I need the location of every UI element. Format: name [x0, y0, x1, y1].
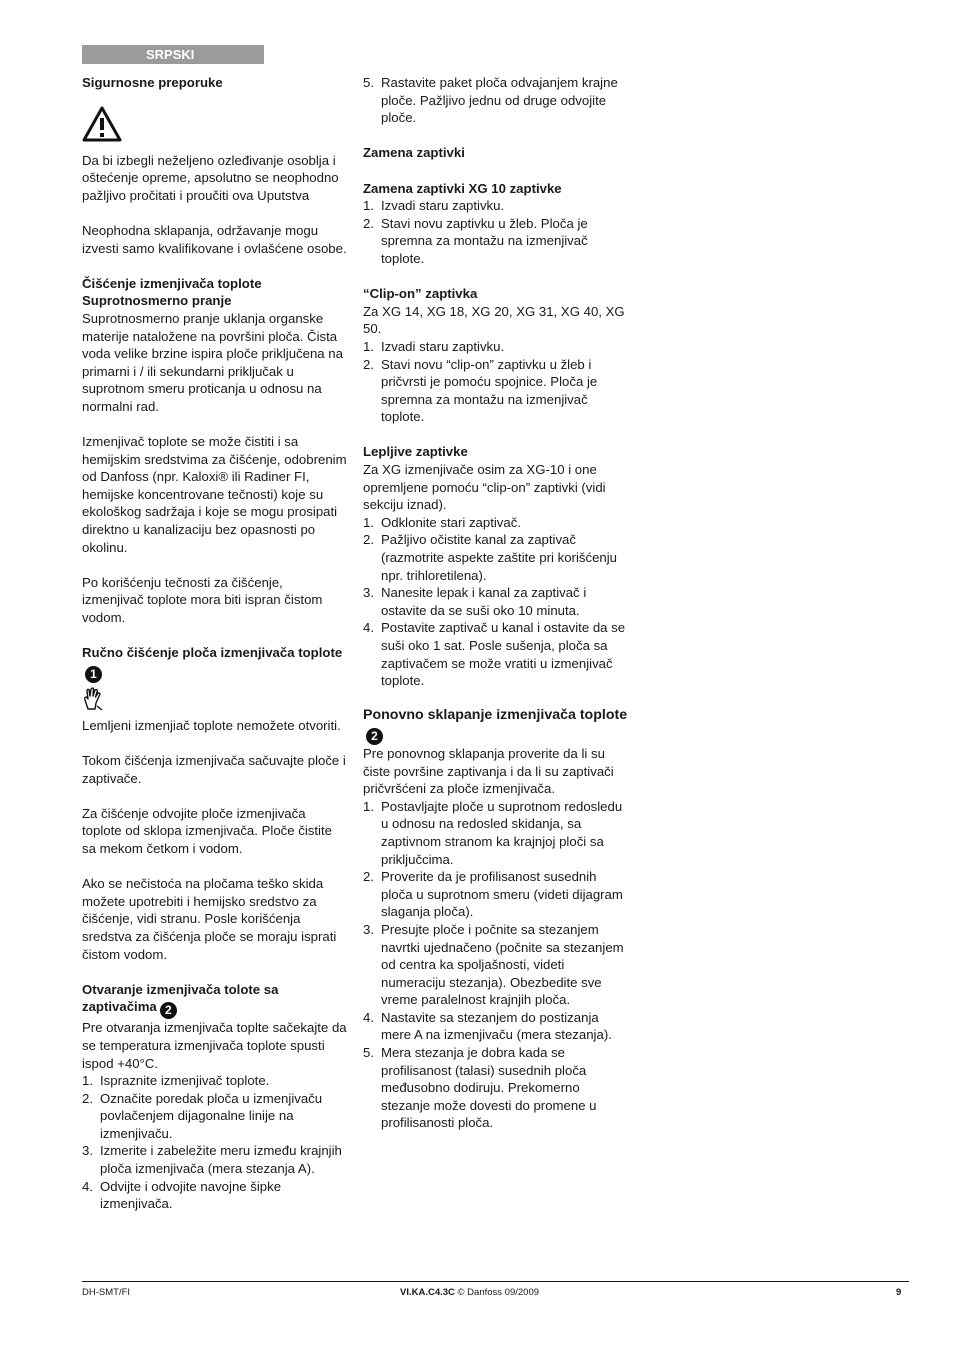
manual-paragraph-4: Ako se nečistoća na pločama teško skida možete upotrebiti i hemijsko sredstvo za čišćenje, vidi stranu. Posle korišćenja sredstva za čišćenja ploče se moraju isprati čistom vodom.	[82, 876, 337, 962]
list-item	[363, 514, 631, 532]
reassembly-title-text: Ponovno sklapanje izmenjivača toplote	[363, 707, 628, 724]
language-label: SRPSKI	[146, 47, 195, 62]
list-number: 1.	[82, 1073, 93, 1089]
list-number: 1.	[363, 514, 374, 530]
backflush-title: Suprotnosmerno pranje	[82, 293, 232, 309]
list-text: Nastavite sa stezanjem do postizanja mere A na izmenjivaču (mera stezanja).	[381, 1009, 612, 1043]
list-number: 2.	[363, 215, 374, 231]
list-number: 3.	[363, 921, 374, 937]
safety-paragraph-2: Neophodna sklapanja, održavanje mogu izvesti samo kvalifikovane i ovlašćene osobe.	[82, 222, 347, 256]
reassembly-paragraph: Pre ponovnog sklapanja proverite da li su čiste površine zaptivanja i da li su zaptivači pričvršćeni za ploče izmenjivača.	[363, 745, 614, 797]
list-number: 2.	[363, 869, 374, 885]
list-item	[363, 356, 631, 426]
clipon-paragraph: Za XG 14, XG 18, XG 20, XG 31, XG 40, XG 50.	[363, 303, 625, 337]
list-item	[363, 74, 631, 127]
list-text: Odvijte i odvojite navojne šipke izmenjivača.	[100, 1178, 282, 1212]
backflush-paragraph: Suprotnosmerno pranje uklanja organske materije nataložene na površini ploča. Čista voda velike brzine ispira ploče priključena na primarni i / ili sekundarni priključak u suprotnom smeru proticanja u odnosu na normalni rad.	[82, 310, 343, 414]
xg10-title: Zamena zaptivki XG 10 zaptivke	[363, 180, 562, 196]
list-text: Rastavite paket ploča odvajanjem krajne ploče. Pažljivo jednu od druge odvojite ploče.	[381, 75, 618, 126]
gasket-title: Zamena zaptivki	[363, 145, 465, 161]
list-item	[82, 1142, 348, 1177]
list-number: 4.	[363, 620, 374, 636]
clipon-steps-list	[363, 338, 631, 426]
after-cleaning-paragraph: Po korišćenju tečnosti za čišćenje, izmenjivač toplote mora biti ispran čistom vodom.	[82, 574, 323, 626]
document-code: VI.KA.C4.3C	[400, 1287, 455, 1298]
list-item	[363, 619, 631, 689]
list-text: Nanesite lepak i kanal za zaptivač i ostavite da se suši oko 10 minuta.	[381, 585, 587, 618]
list-number: 1.	[363, 198, 374, 214]
footer-department: DH-SMT/FI	[82, 1287, 131, 1298]
list-item	[363, 1009, 631, 1044]
list-text: Odklonite stari zaptivač.	[381, 514, 521, 530]
reassembly-title	[363, 707, 631, 745]
manual-paragraph-1: Lemljeni izmenjiač toplote nemožete otvoriti.	[82, 717, 341, 733]
list-item	[363, 215, 631, 268]
list-item	[82, 1090, 348, 1143]
copyright-text: © Danfoss 09/2009	[457, 1287, 540, 1298]
opening-steps-list	[82, 1072, 348, 1213]
list-text: Stavi novu “clip-on” zaptivku u žleb i pričvrsti je pomoću spojnice. Ploča je spremna za montažu na izmenjivač toplote.	[381, 356, 598, 425]
list-number: 4.	[82, 1178, 93, 1194]
page-number: 9	[896, 1287, 902, 1298]
list-item	[363, 921, 631, 1009]
language-header-bar	[82, 45, 264, 64]
figure-badge-1: 1	[85, 666, 102, 683]
footer-document-code	[400, 1287, 539, 1299]
list-item	[363, 584, 631, 619]
list-number: 5.	[363, 75, 374, 90]
warning-triangle-icon	[82, 106, 122, 142]
list-item	[82, 1178, 348, 1213]
hand-brush-icon	[82, 687, 104, 711]
list-text: Presujte ploče i počnite sa stezanjem navrtki ujednačeno (počnite sa stezanjem od centra ka spoljašnosti, videti numeraciju stezanja). Obezbedite sve vreme paralelnost krajnjih ploča.	[381, 921, 624, 1008]
list-number: 1.	[363, 798, 374, 814]
list-number: 4.	[363, 1009, 374, 1025]
list-number: 3.	[363, 585, 374, 601]
manual-cleaning-title	[82, 644, 348, 683]
glued-paragraph: Za XG izmenjivače osim za XG-10 i one opremljene pomoću “clip-on” zaptivki (vidi sekciju iznad).	[363, 462, 606, 513]
opening-title	[82, 981, 348, 1020]
list-text: Izvadi staru zaptivku.	[381, 338, 505, 354]
manual-paragraph-3: Za čišćenje odvojite ploče izmenjivača toplote od sklopa izmenjivača. Ploče čistite sa mekom četkom i vodom.	[82, 805, 332, 856]
list-item	[82, 1072, 348, 1090]
figure-badge-2: 2	[160, 1002, 177, 1019]
list-number: 3.	[82, 1143, 93, 1159]
glued-title: Lepljive zaptivke	[363, 444, 468, 460]
manual-paragraph-2: Tokom čišćenja izmenjivača sačuvajte ploče i zaptivače.	[82, 753, 346, 786]
list-text: Postavljajte ploče u suprotnom redosledu u odnosu na redosled skidanja, sa zaptivnom stranom ka krajnjoj ploči sa priključcima.	[381, 798, 623, 867]
list-number: 2.	[82, 1090, 93, 1106]
list-item	[363, 531, 631, 584]
list-text: Proverite da je profilisanost susednih ploča u suprotnom smeru (videti dijagram slaganja ploča).	[381, 869, 623, 920]
list-number: 2.	[363, 532, 374, 548]
footer-divider	[82, 1281, 909, 1282]
glued-steps-list	[363, 514, 631, 690]
list-item	[363, 798, 631, 868]
list-number: 1.	[363, 338, 374, 354]
list-number: 5.	[363, 1045, 374, 1061]
safety-paragraph-1: Da bi izbegli neželjeno ozleđivanje osoblja i oštećenje opreme, apsolutno se neophodno pažljivo pročitati i proučiti ova Uputstva	[82, 152, 339, 203]
list-text: Izvadi staru zaptivku.	[381, 198, 505, 214]
xg10-steps-list	[363, 197, 631, 267]
reassembly-steps-list	[363, 798, 631, 1132]
opening-paragraph: Pre otvaranja izmenjivača toplte sačekajte da se temperatura izmenjivača toplote spusti ispod +40°C.	[82, 1020, 347, 1071]
list-text: Stavi novu zaptivku u žleb. Ploča je spremna za montažu na izmenjivač toplote.	[381, 215, 588, 266]
list-item	[363, 1044, 631, 1132]
cleaning-title: Čišćenje izmenjivača toplote	[82, 275, 262, 291]
list-item	[363, 338, 631, 356]
list-item	[363, 197, 631, 215]
safety-title: Sigurnosne preporuke	[82, 75, 223, 90]
manual-cleaning-title-text: Ručno čišćenje ploča izmenjivača toplote	[82, 645, 343, 661]
clipon-title: “Clip-on” zaptivka	[363, 286, 478, 302]
list-item	[363, 868, 631, 921]
list-text: Izmerite i zabeležite meru između krajnjih ploča izmenjivača (mera stezanja A).	[100, 1143, 342, 1177]
list-text: Postavite zaptivač u kanal i ostavite da se suši oko 1 sat. Posle sušenja, ploča sa zaptivačem se može vratiti u izmenjivač toplote.	[381, 620, 626, 689]
opening-title-text: Otvaranje izmenjivača tolote sa zaptivačima	[82, 981, 279, 1015]
figure-badge-2: 2	[366, 728, 383, 745]
opening-steps-continued	[363, 74, 631, 127]
right-column	[363, 74, 631, 1132]
list-text: Pažljivo očistite kanal za zaptivač (razmotrite aspekte zaštite pri korišćenju npr. trihloretilena).	[381, 532, 617, 583]
list-text: Mera stezanja je dobra kada se profilisanost (talasi) susednih ploča međusobno dodiruju. Prekomerno stezanje može dovesti do promene u profilisanosti ploča.	[381, 1045, 597, 1131]
list-text: Označite poredak ploča u izmenjivaču povlačenjem dijagonalne linije na izmenjivaču.	[100, 1090, 323, 1141]
left-column	[82, 74, 348, 1213]
list-number: 2.	[363, 356, 374, 372]
chemical-cleaning-paragraph: Izmenjivač toplote se može čistiti i sa hemijskim sredstvima za čišćenje, odobrenim od Danfoss (npr. Kaloxi® ili Radiner FI, hemijske koncentrovane tečnosti) koje su ekološkog sadržaja i koje se mogu prosipati direktno u kanalizaciju bez opasnosti po okolinu.	[82, 434, 347, 555]
list-text: Ispraznite izmenjivač toplote.	[100, 1073, 270, 1089]
